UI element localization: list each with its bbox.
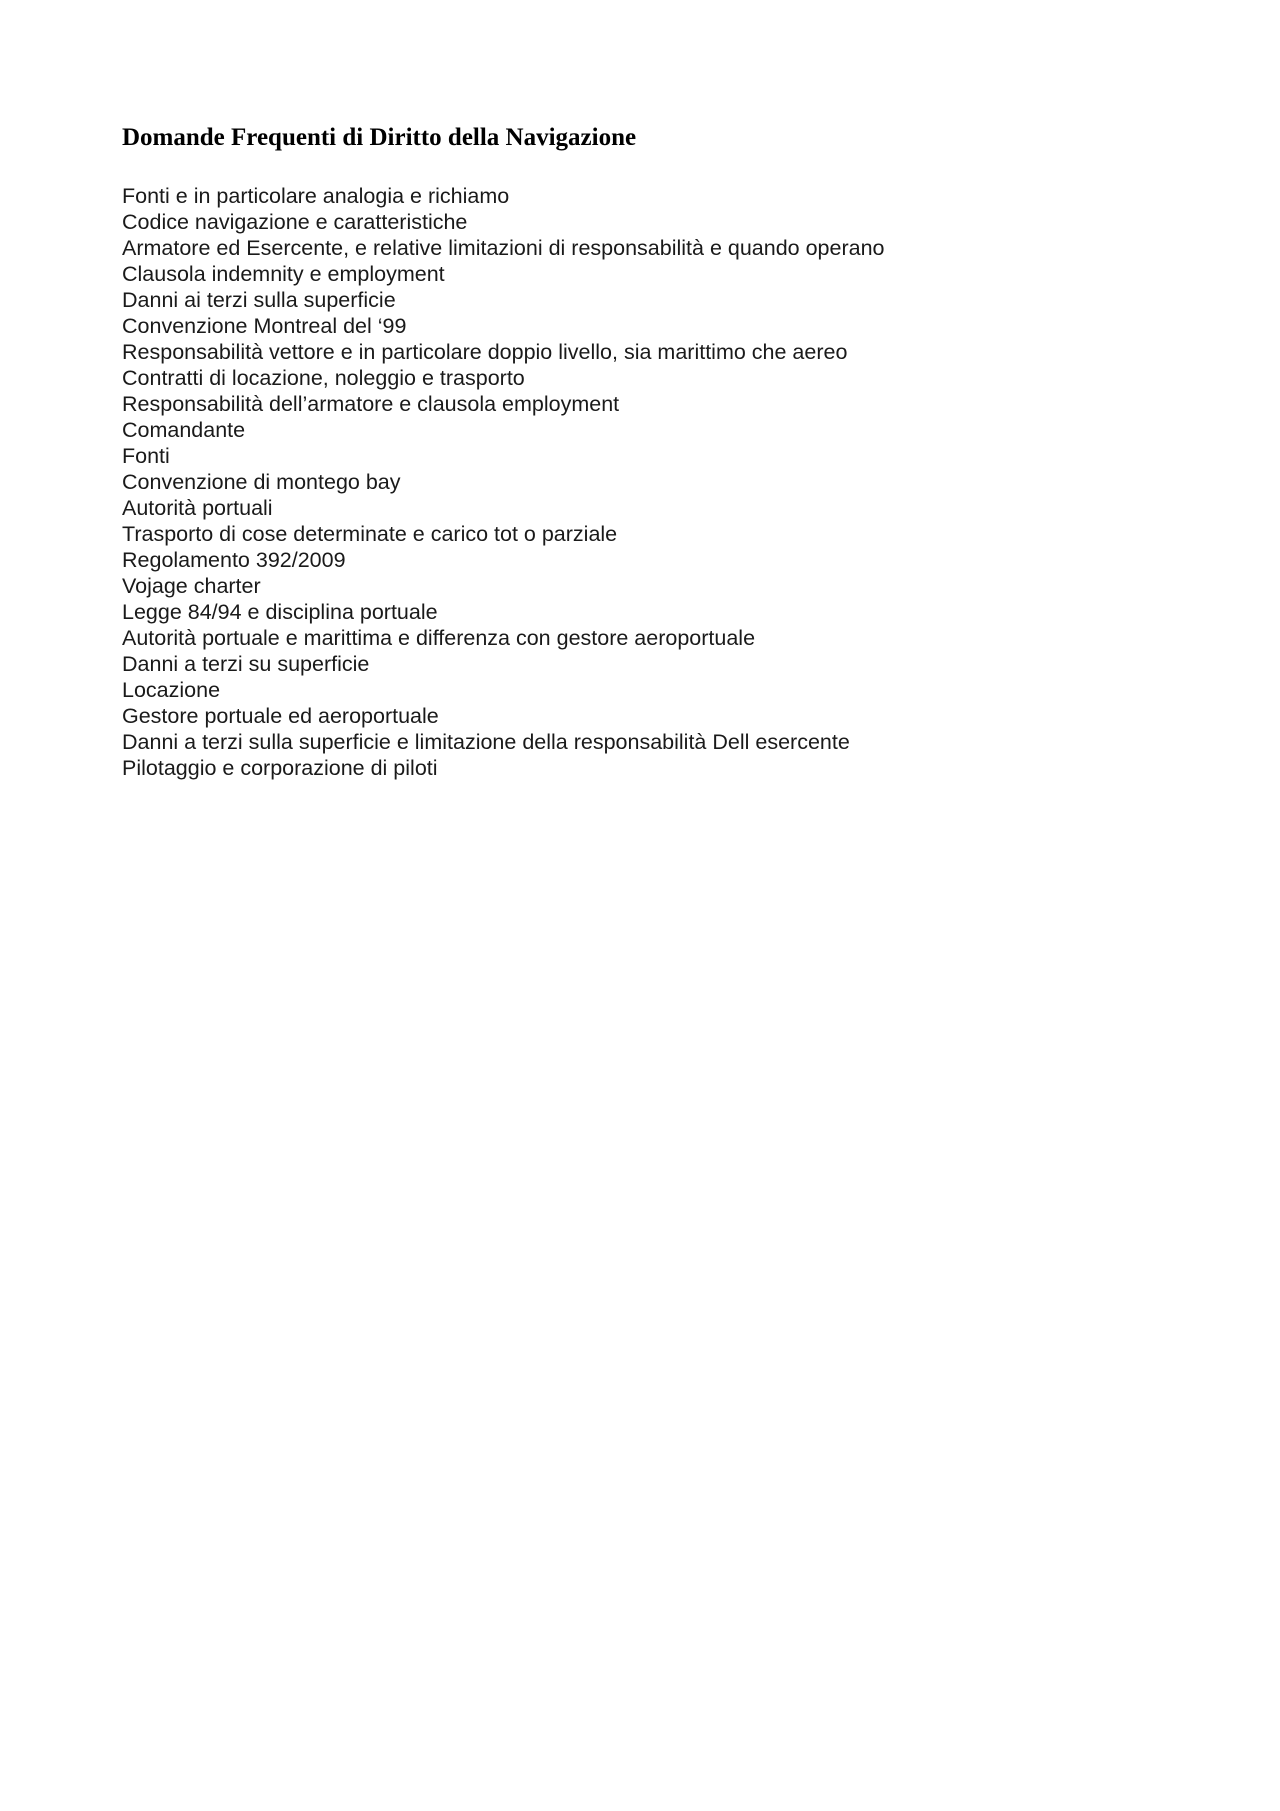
list-item: Codice navigazione e caratteristiche <box>122 210 468 234</box>
list-item: Trasporto di cose determinate e carico tot o parziale <box>122 522 618 546</box>
faq-list <box>122 183 885 781</box>
list-item: Danni a terzi su superficie <box>122 652 370 676</box>
list-item: Danni ai terzi sulla superficie <box>122 288 396 312</box>
list-item: Armatore ed Esercente, e relative limitazioni di responsabilità e quando operano <box>122 236 885 260</box>
list-item: Vojage charter <box>122 574 261 598</box>
list-item: Legge 84/94 e disciplina portuale <box>122 600 438 624</box>
list-item: Danni a terzi sulla superficie e limitazione della responsabilità Dell esercente <box>122 730 850 754</box>
list-item: Fonti e in particolare analogia e richiamo <box>122 184 510 208</box>
list-item: Comandante <box>122 418 246 442</box>
list-item: Pilotaggio e corporazione di piloti <box>122 756 438 780</box>
list-item: Fonti <box>122 444 170 468</box>
document-title: Domande Frequenti di Diritto della Navigazione <box>122 124 637 151</box>
list-item: Responsabilità vettore e in particolare doppio livello, sia marittimo che aereo <box>122 340 848 364</box>
list-item: Gestore portuale ed aeroportuale <box>122 704 439 728</box>
list-item: Clausola indemnity e employment <box>122 262 445 286</box>
list-item: Locazione <box>122 678 221 702</box>
list-item: Responsabilità dell’armatore e clausola employment <box>122 392 620 416</box>
list-item: Contratti di locazione, noleggio e trasporto <box>122 366 525 390</box>
list-item: Regolamento 392/2009 <box>122 548 346 572</box>
list-item: Convenzione Montreal del ‘99 <box>122 314 407 338</box>
list-item: Convenzione di montego bay <box>122 470 401 494</box>
list-item: Autorità portuali <box>122 496 273 520</box>
list-item: Autorità portuale e marittima e differenza con gestore aeroportuale <box>122 626 756 650</box>
